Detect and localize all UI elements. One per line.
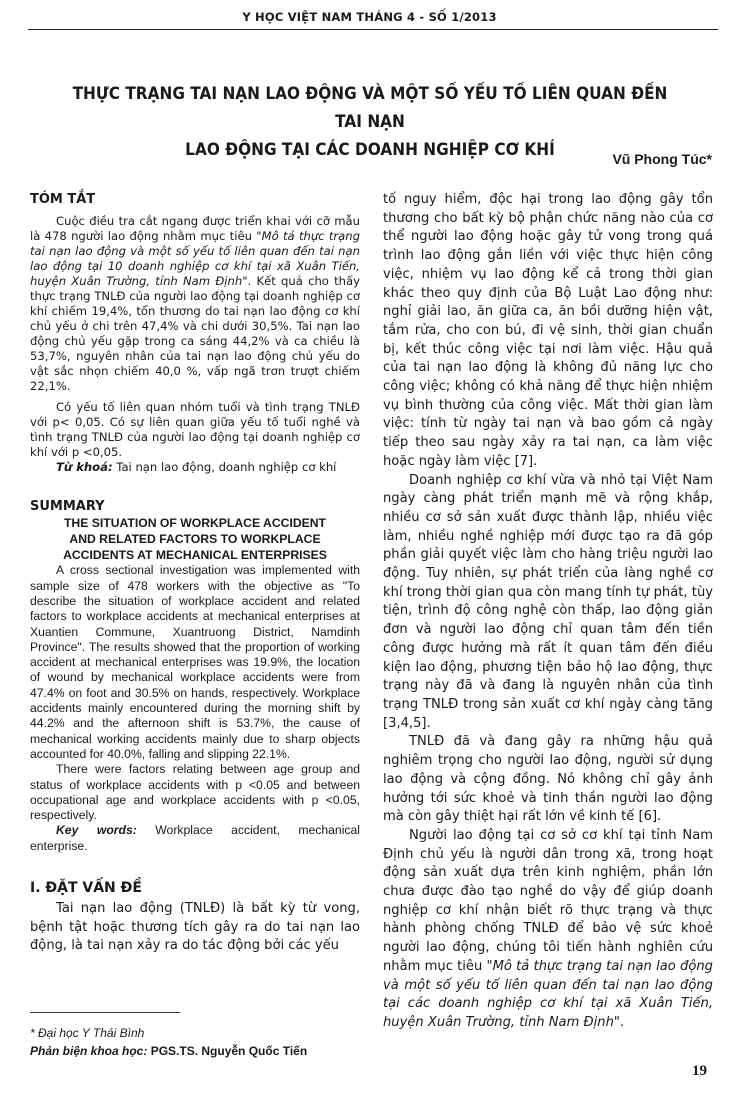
title-line-1: THỰC TRẠNG TAI NẠN LAO ĐỘNG VÀ MỘT SỐ YẾU TỐ LIÊN QUAN ĐẾN TAI NẠN <box>72 84 668 131</box>
summary-heading: SUMMARY <box>30 499 105 514</box>
intro-paragraph-3: TNLĐ đã và đang gây ra những hậu quả nghiêm trọng cho người lao động, người sử dụng lao động và cộng đồng. Nó không chỉ gây ảnh hưởng tới sức khoẻ và tinh thần người lao động mà còn gây thiệt hại rất lớn về kinh tế [6]. <box>383 734 713 825</box>
reviewer-label: Phản biện khoa học: <box>30 1044 148 1058</box>
summary-title-line-3: ACCIDENTS AT MECHANICAL ENTERPRISES <box>63 547 327 562</box>
intro-heading: I. ĐẶT VẤN ĐỀ <box>30 880 142 897</box>
title-line-2: LAO ĐỘNG TẠI CÁC DOANH NGHIỆP CƠ KHÍ <box>185 140 555 159</box>
intro-p4-objective: Mô tả thực trạng tai nạn lao động và một số yếu tố liên quan đến tai nạn lao động tại các doanh nghiệp cơ khí tại xã Xuân Tiến, huyện Xuân Trường, tỉnh Nam Định <box>383 958 713 1030</box>
intro-p4-end: ". <box>613 1014 625 1030</box>
summary-title <box>30 516 360 563</box>
intro-paragraph-4 <box>383 827 713 1033</box>
intro-paragraph-1-cont: tố nguy hiểm, độc hại trong lao động gây tổn thương cho bất kỳ bộ phận chức năng nào của cơ thể người lao động hoặc gây tử vong trong quá trình lao động gắn liền với việc thực hiện công việc, nhiệm vụ lao động kể cả trong thời gian khác theo quy định của Bộ Luật Lao động như: nghỉ giải lao, ăn giữa ca, ăn bồi dưỡng hiện vật, tắm rửa, cho con bú, đi vệ sinh, thời gian chuẩn bị, kết thúc công việc tại nơi làm việc. Hậu quả của tai nạn lao động là không đủ năng lực cho công việc; không có khả năng để thực hiện nhiệm vụ bình thường của công việc. Mất thời gian làm việc: tính từ ngày tai nạn và bao gồm cả ngày tiếp theo sau ngày xảy ra tai nạn, ca làm việc hoặc ngày làm việc [7]. <box>383 192 713 469</box>
abstract-p1-objective: Mô tả thực trạng tai nạn lao động và một số yếu tố liên quan đến tai nạn lao động tại 10 doanh nghiệp cơ khí tại xã Xuân Tiến, huyện Xuân Trường, tỉnh Nam Định <box>30 229 360 288</box>
header-rule <box>28 29 718 30</box>
key-words-label: Key words: <box>56 823 137 838</box>
summary-title-line-2: AND RELATED FACTORS TO WORKPLACE <box>69 531 321 546</box>
journal-header: Y HỌC VIỆT NAM THÁNG 4 - SỐ 1/2013 <box>242 10 497 24</box>
reviewer-name: PGS.TS. Nguyễn Quốc Tiến <box>147 1044 308 1058</box>
abstract-paragraph-1 <box>30 214 360 394</box>
intro-paragraph-2: Doanh nghiệp cơ khí vừa và nhỏ tại Việt Nam ngày càng phát triển mạnh mẽ và rộng khắp, nhiều cơ sở sản xuất được thành lập, nhiều việc làm, nhiều nghề nghiệp mới được tạo ra đã góp phần giải quyết việc làm cho hàng triệu người lao động. Tuy nhiên, sự phát triển của làng nghề cơ khí trong thời gian qua còn mang tính tự phát, tùy tiện, trình độ công nghệ còn thấp, lao động giản đơn và người lao động chỉ quan tâm đến tiền công được hưởng mà rất ít quan tâm đến điều kiện lao động, phương tiện bảo hộ lao động, thực trạng này đã và đang là nguyên nhân của tình trạng TNLĐ trong sản xuất cơ khí ngày càng tăng [3,4,5]. <box>383 472 713 731</box>
footnote-reviewer <box>30 1042 307 1060</box>
abstract-p1-end: ". Kết quả cho thấy thực trạng TNLĐ của người lao động tại doanh nghiệp cơ khí chiếm 19,4%, tổn thương do tai nạn lao động cơ khí chủ yếu ở chi trên 47,4% và chi dưới 30,5%. Tai nạn lao động chủ yếu gặp trong ca sáng 44,2% và ca chiều là 53,7%, nguyên nhân của tai nạn lao động chủ yếu do vật sắc nhọn chiếm 40,0 %, vấp ngã trơn trượt chiếm 22,1%. <box>30 274 360 393</box>
author-name: Vũ Phong Túc* <box>612 151 712 167</box>
summary-keywords <box>30 823 360 854</box>
intro-paragraph-1-start: Tai nạn lao động (TNLĐ) là bất kỳ từ vong, bệnh tật hoặc thương tích gây ra do tai nạn lao động, là tai nạn xảy ra do tác động bởi các yếu <box>30 901 360 954</box>
page-number: 19 <box>692 1063 707 1079</box>
abstract-keywords <box>30 460 360 475</box>
summary-paragraph-1: A cross sectional investigation was implemented with sample size of 478 workers with the objective as "To describe the situation of workplace accident and related factors to workplace accidents at mechanical enterprises at Xuantien Commune, Xuantruong District, Namdinh Province". The results showed that the proportion of working accident at mechanical enterprises was 19.9%, the location of wound by mechanical workplace accidents were from 47.4% on foot and 30.5% on hands, respectively. Workplace accidents mainly encountered during the morning shift by 44.2% and the afternoon shift is 53.7%, the cause of mechanical working accidents mainly due to sharp objects accounted for 40.0%, falling and slipping 22.1%. <box>30 563 360 761</box>
footnote <box>30 1024 307 1060</box>
footnote-affiliation: * Đại học Y Thái Bình <box>30 1026 145 1040</box>
left-column <box>30 192 360 956</box>
intro-p4-start: Người lao động tại cơ sở cơ khí tại tỉnh Nam Định chủ yếu là người dân trong xã, trong hoạt động sản xuất dựa trên kinh nghiệm, phần lớn chưa được đào tạo nghề do vậy để giúp doanh nghiệp cơ khí nhận biết rõ thực trạng và thực hành phòng chống TNLĐ để bảo vệ sức khoẻ người lao động, chúng tôi tiến hành nghiên cứu nhằm mục tiêu " <box>383 827 713 974</box>
abstract-paragraph-2: Có yếu tố liên quan nhóm tuổi và tình trạng TNLĐ với p< 0,05. Có sự liên quan giữa yếu tố tuổi nghề và tình trạng TNLĐ của người lao động tại doanh nghiệp cơ khí với p <0,05. <box>30 400 360 459</box>
summary-paragraph-2: There were factors relating between age group and status of workplace accidents with p <0.05 and between occupational age and workplace accidents with p <0.05, respectively. <box>30 762 360 823</box>
key-words-text: Workplace accident, mechanical enterprise. <box>30 823 360 853</box>
keywords-label: Từ khoá: <box>56 460 113 474</box>
abstract-p1-start: Cuộc điều tra cắt ngang được triển khai với cỡ mẫu là 478 người lao động nhằm mục tiêu " <box>30 214 360 243</box>
summary-title-line-1: THE SITUATION OF WORKPLACE ACCIDENT <box>63 516 327 530</box>
right-column <box>383 191 713 1033</box>
abstract-heading: TÓM TẮT <box>30 192 96 207</box>
footnote-rule <box>30 1012 180 1013</box>
keywords-text: Tai nạn lao động, doanh nghiệp cơ khí <box>112 460 337 474</box>
article-title <box>63 80 677 164</box>
